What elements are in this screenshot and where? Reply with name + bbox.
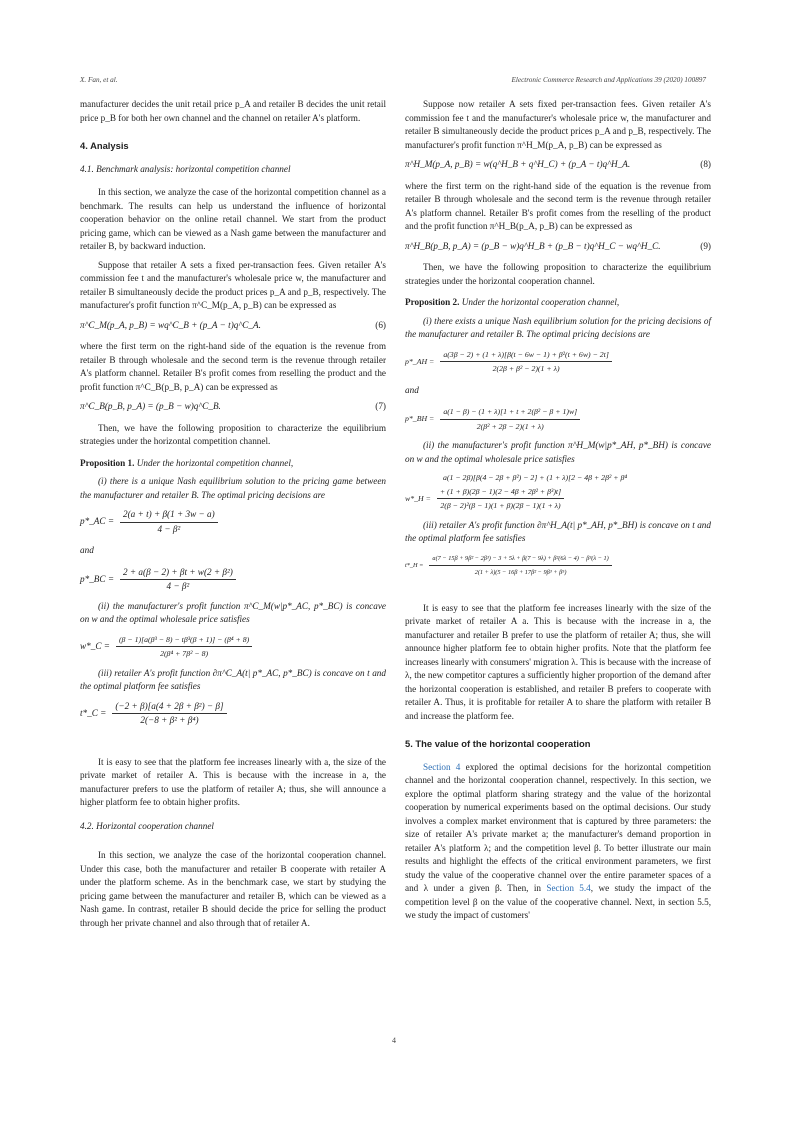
paragraph: It is easy to see that the platform fee increases linearly with a, the size of the private market of retailer A. This is because with the increase in a, the manufacturer prefers to use the platform of retailer A; thus, she will announce a higher platform fee to obtain higher profits. [80, 756, 386, 807]
proposition-part-iii: (iii) retailer A's profit function ∂π^H_A(t| p*_AH, p*_BH) is concave on t and the optimal platform fee satisfies [405, 519, 711, 543]
equation-number: (6) [375, 319, 386, 330]
and-text: and [405, 384, 419, 395]
proposition-part-ii: (ii) the manufacturer's profit function π^H_M(w|p*_AH, p*_BH) is concave on w and the optimal wholesale price satisfies [405, 440, 711, 464]
paragraph: Suppose now retailer A sets fixed per-transaction fees. Given retailer A's commission fee t and the manufacturer's wholesale price w, the manufacturer and retailer B simultaneously decide the product prices p_A and p_B, respectively. The manufacturer's profit function π^H_M(p_A, p_B) can be expressed as [405, 99, 711, 150]
equation-pBC [80, 566, 386, 594]
equation-lhs: w*_H = [405, 493, 431, 503]
numerator: + (1 + β)(2β − 1)(2 − 4β + 2β² + β³)t] [437, 485, 564, 500]
paragraph: Then, we have the following proposition to characterize the equilibrium strategies under the horizontal cooperation channel. [405, 262, 711, 286]
proposition-part-iii: (iii) retailer A's profit function ∂π^C_A(t| p*_AC, p*_BC) is concave on t and the optimal platform fee satisfies [80, 667, 386, 691]
fraction [440, 405, 580, 433]
proposition-label: Proposition 1. [80, 457, 135, 468]
equation-number: (8) [700, 159, 711, 169]
section-4-link[interactable]: Section 4 [423, 761, 461, 772]
paragraph: In this section, we analyze the case of the horizontal competition channel as a benchmark. The results can help us understand the influence of horizontal cooperation behavior on the online retail channel. We start from the product pricing game, which can be viewed as a Nash game between the manufacturer and retailer B, by backward induction. [80, 187, 386, 251]
numerator: 2(a + t) + β(1 + 3w − a) [120, 508, 218, 523]
equation-wC [80, 633, 386, 661]
denominator: 2(−8 + β² + β⁴) [140, 715, 199, 725]
and-text: and [80, 545, 94, 555]
equation-wH [405, 471, 711, 513]
equation-line: a(1 − 2β)[β(4 − 2β + β²) − 2] + (1 + λ)[2 − 4β + 2β² + β⁴ [443, 473, 628, 482]
equation-6 [80, 319, 386, 333]
denominator: 2(β − 2)²(β − 1)(1 + β)(2β − 1)(1 + λ) [440, 501, 561, 510]
denominator: 4 − β² [157, 523, 181, 534]
running-header-authors: X. Fan, et al. [80, 76, 118, 84]
proposition-part-ii: (ii) the manufacturer's profit function π^C_M(w|p*_AC, p*_BC) is concave on w and the optimal wholesale price satisfies [80, 600, 386, 624]
denominator: 2(β² + 2β − 2)(1 + λ) [476, 421, 544, 431]
denominator: 4 − β² [166, 581, 190, 591]
section-5-heading: 5. The value of the horizontal cooperation [405, 738, 591, 749]
equation-tH [405, 552, 711, 580]
equation-pAH [405, 348, 711, 376]
proposition-2-statement [405, 296, 711, 310]
fraction [120, 566, 236, 594]
equation-body: π^H_B(p_B, p_A) = (p_B − w)q^H_B + (p_B − t)q^H_C − wq^H_C. [405, 240, 661, 251]
left-column [80, 98, 386, 935]
paragraph: It is easy to see that the platform fee increases linearly with the size of the private market of retailer A a. This is because with the increase in a, the manufacturer and retailer B prefer to use the platform of retailer A; thus, she will announce higher platform fee to obtain higher profits. Note that the platform fee increases linearly with consumers' migration λ. This is because with the increase of λ, the new competitor captures a sufficiently higher proportion of the demand after the horizontal cooperation is established, and retailer B prefers to cooperate with retailer A. Thus, it is profitable for retailer A to share the platform with retailer B and increase the platform fee. [405, 602, 711, 721]
proposition-label: Proposition 2. [405, 297, 460, 307]
fraction [440, 348, 612, 376]
proposition-part-i: (i) there is a unique Nash equilibrium solution to the pricing game between the manufacturer and retailer B. The optimal pricing decisions are [80, 476, 386, 500]
equation-pAC [80, 508, 386, 536]
equation-number: (7) [375, 401, 386, 411]
right-column [405, 98, 711, 928]
equation-lhs: p*_AC = [80, 516, 115, 527]
equation-body: π^C_M(p_A, p_B) = wq^C_B + (p_A − t)q^C_A. [80, 319, 261, 330]
section-5-4-link[interactable]: Section 5.4 [546, 883, 591, 893]
fraction [437, 485, 564, 513]
equation-tC [80, 700, 386, 728]
proposition-title: Under the horizontal cooperation channel, [461, 297, 620, 307]
section-4-heading: 4. Analysis [80, 140, 129, 151]
equation-lhs: w*_C = [80, 640, 110, 651]
equation-pBH [405, 405, 711, 433]
paragraph-text: , we study the impact of the competition level β on the value of the cooperative channel. Next, in section 5.5, we study the impact of customers' [405, 883, 712, 920]
fraction [112, 700, 226, 728]
paragraph: where the first term on the right-hand side of the equation is the revenue from retailer B through wholesale and the second term is the revenue through retailer A's platform channel. Retailer B's profit comes from reselling the product and the profit function π^C_B(p_B, p_A) can be expressed as [80, 341, 386, 392]
equation-lhs: p*_BC = [80, 573, 115, 584]
paragraph: Suppose that retailer A sets a fixed per-transaction fees. Given retailer A's commission fee t and the manufacturer's wholesale price w, the manufacturer and retailer B simultaneously decide the product prices p_A and p_B, respectively. The manufacturer's profit function π^C_M(p_A, p_B) can be expressed as [80, 259, 386, 310]
equation-body: π^C_B(p_B, p_A) = (p_B − w)q^C_B. [80, 401, 221, 411]
paragraph: In this section, we analyze the case of the horizontal cooperation channel. Under this case, both the manufacturer and retailer B cooperate with retailer A under the platform scheme. As in the benchmark case, we start by studying the pricing game between the manufacturer and retailer B, which can be viewed as a Nash game. In contrast, retailer B should decide the price for selling the product through her private channel and also through that of retailer A. [80, 850, 386, 928]
numerator: 2 + a(β − 2) + βt + w(2 + β²) [120, 566, 236, 581]
denominator: 2(1 + λ)(5 − 16β + 17β² − 9β³ + β⁵) [474, 569, 567, 576]
equation-7 [80, 400, 386, 414]
page-number: 4 [392, 1036, 396, 1045]
equation-fraction-row [405, 485, 711, 513]
equation-number: (9) [700, 240, 711, 251]
numerator: (β − 1)[a(β³ − 8) − tβ³(β + 1)] − (β⁴ + 8) [116, 633, 252, 648]
fraction [120, 508, 218, 536]
equation-lhs: p*_BH = [405, 414, 435, 424]
running-header-journal: Electronic Commerce Research and Applications 39 (2020) 100897 [511, 76, 706, 84]
paragraph-text: explored the optimal decisions for the horizontal competition channel and the horizontal cooperation channel, respectively. In this section, we explore the optimal platform sharing strategy and the value of the horizontal cooperation by numerical experiments based on the optimal decisions. Our study involves a complex market environment that is captured by three parameters: the size of retailer A's private market a; the manufacturer's demand proportion in retailer A's platform λ; and the competition level β. To better illustrate our main results and highlight the effects of the critical environment parameters, we first study the value of the cooperative channel over the entire parameter spaces of a and λ under a given β. Then, in [405, 761, 711, 893]
denominator: 2(2β + β² − 2)(1 + λ) [492, 364, 560, 373]
paragraph [405, 761, 711, 923]
equation-lhs: p*_AH = [405, 356, 435, 366]
equation-8 [405, 158, 711, 172]
proposition-part-i: (i) there exists a unique Nash equilibrium solution for the pricing decisions of the manufacturer and retailer B. The optimal pricing decisions are [405, 315, 711, 339]
numerator: a(1 − β) − (1 + λ)[1 + t + 2(β² − β + 1)w] [440, 405, 580, 420]
subsection-4-1-heading: 4.1. Benchmark analysis: horizontal competition channel [80, 163, 291, 174]
fraction [429, 552, 611, 580]
proposition-1-statement [80, 457, 386, 471]
subsection-4-2-heading: 4.2. Horizontal cooperation channel [80, 820, 214, 831]
paragraph: Then, we have the following proposition to characterize the equilibrium strategies under the horizontal competition channel. [80, 422, 386, 446]
equation-9 [405, 240, 711, 254]
numerator: a(3β − 2) + (1 + λ)[β(t − 6w − 1) + β²(t + 6w) − 2t] [440, 348, 612, 363]
equation-lhs: t*_C = [80, 707, 107, 718]
paragraph: where the first term on the right-hand side of the equation is the revenue from retailer B through wholesale and the second term is the revenue through retailer A's platform channel. Retailer B's profit comes from the reselling of the product and the profit function π^H_B(p_A, p_B) can be expressed as [405, 180, 711, 231]
numerator: (−2 + β)[a(4 + 2β + β²) − β] [112, 700, 226, 715]
denominator: 2(β⁴ + 7β² − 8) [160, 649, 209, 658]
equation-body: π^H_M(p_A, p_B) = w(q^H_B + q^H_C) + (p_A − t)q^H_A. [405, 159, 631, 169]
intro-paragraph: manufacturer decides the unit retail price p_A and retailer B decides the unit retail price p_B for both her own channel and the channel on retailer A's platform. [80, 99, 386, 123]
fraction [116, 633, 252, 661]
equation-lhs: t*_H = [405, 561, 424, 569]
numerator: a(7 − 15β + 9β² − 2β³) − 3 + 5λ + β(7 − 9λ) + β²(6λ − 4) − β³(λ − 1) [429, 552, 611, 567]
proposition-title: Under the horizontal competition channel, [136, 457, 294, 468]
